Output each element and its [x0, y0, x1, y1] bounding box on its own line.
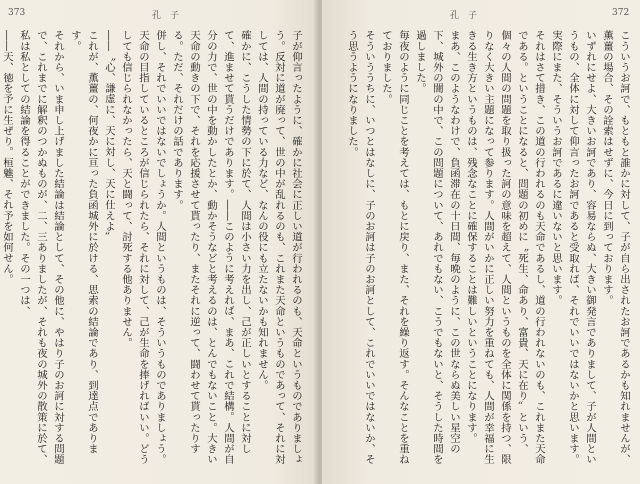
- right-paragraph: それはさて措き、この道の行われるのも天命であるし、道の行われないのも、これまた天命である。ということになると、問題の初めに〝死生、命あり、富貴、天に在り〟という、個々の人間の問題を取り扱った訶の意味を超えて、人間というものを全体に関係を持つ、限りなく大きい主題になって参ります。人間がいかに正しい努力を重ねても、人間が幸福に生きる生き方というものは、残念なことに確保することは難しいということになります。: [465, 30, 545, 465]
- left-paragraph: これが、薫薑の、何夜かに亘った負函城外に於ける、思索の結論であり、到達点であります。: [69, 30, 98, 454]
- right-paragraph: まあ、このようなわけで、負函滞在の十日間、毎晩のように、この世ならぬ美しい星空の下、城外の闇の中で、この問題について、あれでもない、こうでもないと、そうした時間を過しました。: [414, 30, 460, 465]
- right-running-title: 孔 子: [450, 11, 478, 21]
- right-page-body: [336, 30, 632, 475]
- left-page: [0, 0, 318, 484]
- left-page-number: 373: [8, 8, 26, 18]
- right-paragraph: いずれにせよ、大きいお訶であり、容易ならぬ、大きい御発言でありまして、子が人間というもの、全体に対して仰言ったお訶であると受取れば、それでいいではないかと思います。実際にまた、そういうお訶であるに違いないと思います。: [550, 30, 596, 465]
- right-paragraph: 毎夜のように同じことを考えては、もとに戻り、また、それを繰り返す。そんなことを重ねておりました。: [380, 30, 409, 465]
- right-paragraph: こういうお訶で、もともと誰かに対して、子が自ら出されたお訶であるかも知れませんが、薫薑の場合、その詮索はせずに、今日に到っております。: [601, 30, 630, 465]
- left-paragraph: 確かに、こうした情勢の下に於て、人間は小さい力を出し、己が正しいとすることに対して、進ませて貰うだけであります。――このように考えれば、まあ、これで結構。人間が自分の力で、世の中を動かしたとか、動かそうなどと考えるのは、とんでもないこと。大きい天命の動きの下で、それを応援させて貰ったり、またそれに逆って、闘わせて貰ったりする。ただ、それだけの話であります。: [171, 30, 251, 465]
- left-paragraph: それから、いま申し上げました結論は結論として、その他に、やはり子のお訶に対する問題で、これまでに解釈のつかぬものが、二、三ありましたが、それも夜の城外の散策に於て、私は私としての結論を得ることができました。その一つは、: [18, 30, 64, 465]
- left-paragraph: 子が仰言ったように、確かに社会に正しい道が行われるのも、天命というものでありましょう。反対に道が廃って、世の中が乱れるのも、これまた天命というものであって、それに対しては、人間の持っている力など、なんの役にも立たないかも知れません。: [256, 30, 302, 465]
- right-paragraph: そういううちに、いつとはなしに、子のお訶は子のお訶として、これでいいではないか、そう思うようになりました。: [346, 30, 375, 465]
- left-page-body: [1, 30, 304, 475]
- left-paragraph: ――天、徳を予に生ぜり。桓魋、それ予を如何せん。: [1, 30, 13, 285]
- left-paragraph: 併し、それでいいではないでしょうか。人間というものは、そういうものでありましょう。天命の目指しているところが信じられたら、それに対して、己が生命を捧げればいい。どうしても信じられなかったら、天と闘って、討死する他ありません。: [120, 30, 166, 465]
- right-page: [322, 0, 640, 484]
- right-page-number: 372: [612, 8, 630, 18]
- left-running-title: 孔 子: [152, 11, 180, 21]
- left-paragraph: ――〝心、謙虚に、天に対し、天に仕えよ〟: [103, 30, 115, 242]
